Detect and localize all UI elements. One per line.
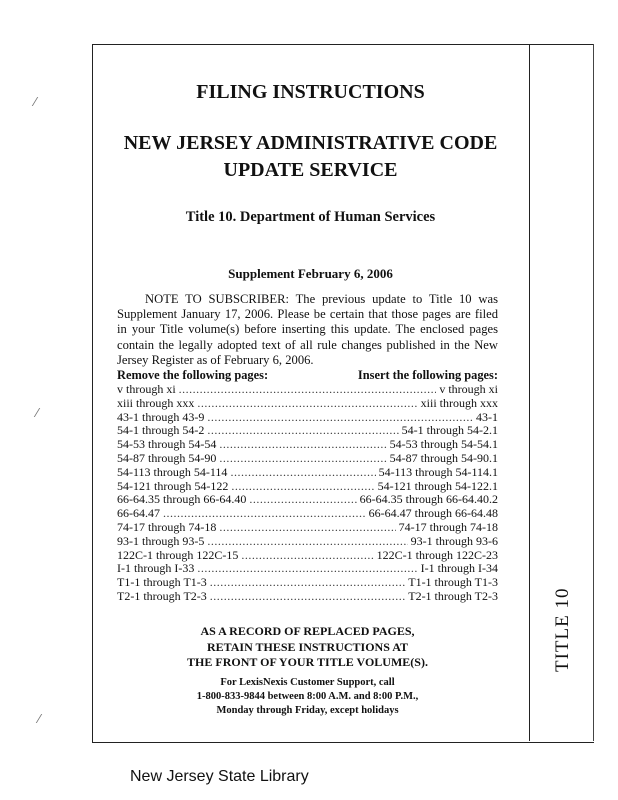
code-title-line2: UPDATE SERVICE (223, 159, 398, 181)
table-row (117, 480, 498, 494)
insert-pages: 66-64.47 through 66-64.48 (368, 506, 498, 521)
table-row (117, 424, 498, 438)
insert-pages: 54-121 through 54-122.1 (377, 478, 498, 493)
dot-leader (230, 466, 375, 480)
record-line: RETAIN THESE INSTRUCTIONS AT (206, 639, 409, 654)
insert-pages: xiii through xxx (420, 395, 498, 410)
insert-pages: I-1 through I-34 (420, 561, 498, 576)
insert-pages: 66-64.35 through 66-64.40.2 (359, 492, 498, 507)
dot-leader (207, 424, 398, 438)
dot-leader (197, 397, 417, 411)
remove-pages: 54-121 through 54-122 (117, 478, 229, 493)
pages-table (117, 368, 498, 604)
table-row (117, 383, 498, 397)
remove-pages: xiii through xxx (117, 395, 195, 410)
remove-pages: 66-64.47 (117, 506, 160, 521)
table-row (117, 590, 498, 604)
insert-pages: 54-87 through 54-90.1 (389, 450, 498, 465)
dot-leader (197, 562, 417, 576)
dot-leader (219, 521, 395, 535)
dot-leader (163, 507, 366, 521)
support-notice (117, 676, 498, 718)
library-stamp: New Jersey State Library (130, 768, 309, 785)
dot-leader (179, 383, 437, 397)
subscriber-note: NOTE TO SUBSCRIBER: The previous update to Title 10 was Supplement January 17, 2006. Please be certain that those pages are filed in your Title volume(s) before inserting this update. The enclosed pages contain the legally adopted text of all rule changes published in the New Jersey Register as of February 6, 2006. (117, 292, 498, 367)
dot-leader (210, 590, 405, 604)
dot-leader (210, 576, 405, 590)
remove-pages: 54-1 through 54-2 (117, 423, 205, 438)
dot-leader (231, 480, 374, 494)
table-header (117, 368, 498, 383)
record-line: THE FRONT OF YOUR TITLE VOLUME(S). (187, 655, 428, 669)
insert-pages: v through xi (439, 382, 498, 396)
dot-leader (207, 411, 473, 425)
insert-pages: 74-17 through 74-18 (398, 519, 498, 534)
code-title-line1: NEW JERSEY ADMINISTRATIVE CODE (123, 132, 498, 154)
record-notice (117, 624, 498, 671)
remove-pages: 122C-1 through 122C-15 (117, 547, 239, 562)
tab-edge (593, 44, 594, 741)
remove-pages: 93-1 through 93-5 (117, 533, 205, 548)
dot-leader (241, 549, 373, 563)
page-heading: FILING INSTRUCTIONS (196, 81, 425, 103)
table-rows (117, 383, 498, 604)
supplement-date: Supplement February 6, 2006 (228, 266, 393, 281)
table-row (117, 576, 498, 590)
scan-mark: ⁄ (38, 712, 41, 726)
table-row (117, 452, 498, 466)
remove-pages: 43-1 through 43-9 (117, 409, 205, 424)
record-line: AS A RECORD OF REPLACED PAGES, (200, 624, 415, 638)
insert-header: Insert the following pages: (357, 368, 498, 382)
table-row (117, 438, 498, 452)
remove-pages: 54-113 through 54-114 (117, 464, 228, 479)
table-row (117, 466, 498, 480)
tab-divider (529, 44, 530, 741)
insert-pages: 93-1 through 93-6 (410, 533, 498, 548)
dot-leader (207, 535, 407, 549)
dot-leader (249, 493, 356, 507)
table-row (117, 549, 498, 563)
support-line: Monday through Friday, except holidays (216, 705, 399, 716)
insert-pages: 54-113 through 54-114.1 (378, 464, 498, 479)
title-line: Title 10. Department of Human Services (185, 209, 436, 225)
scan-mark: ⁄ (34, 95, 37, 109)
insert-pages: 54-1 through 54-2.1 (401, 423, 498, 438)
dot-leader (219, 452, 386, 466)
scan-mark: ⁄ (36, 406, 39, 420)
dot-leader (219, 438, 386, 452)
remove-pages: 74-17 through 74-18 (117, 519, 217, 534)
remove-pages: 54-53 through 54-54 (117, 437, 217, 452)
table-row (117, 507, 498, 521)
insert-pages: T1-1 through T1-3 (408, 575, 498, 590)
remove-pages: I-1 through I-33 (117, 561, 195, 576)
remove-header: Remove the following pages: (117, 368, 269, 382)
remove-pages: 54-87 through 54-90 (117, 450, 217, 465)
table-row (117, 535, 498, 549)
remove-pages: 66-64.35 through 66-64.40 (117, 492, 247, 507)
support-line: 1-800-833-9844 between 8:00 A.M. and 8:00 P.M., (196, 691, 419, 702)
table-row (117, 562, 498, 576)
support-line: For LexisNexis Customer Support, call (220, 677, 395, 688)
title-tab-label: TITLE 10 (552, 587, 573, 673)
table-row (117, 521, 498, 535)
insert-pages: 43-1 (476, 409, 498, 424)
insert-pages: T2-1 through T2-3 (408, 588, 498, 603)
table-row (117, 493, 498, 507)
remove-pages: T1-1 through T1-3 (117, 575, 207, 590)
table-row (117, 411, 498, 425)
remove-pages: T2-1 through T2-3 (117, 588, 207, 603)
insert-pages: 54-53 through 54-54.1 (389, 437, 498, 452)
table-row (117, 397, 498, 411)
insert-pages: 122C-1 through 122C-23 (376, 547, 498, 562)
remove-pages: v through xi (117, 382, 176, 396)
